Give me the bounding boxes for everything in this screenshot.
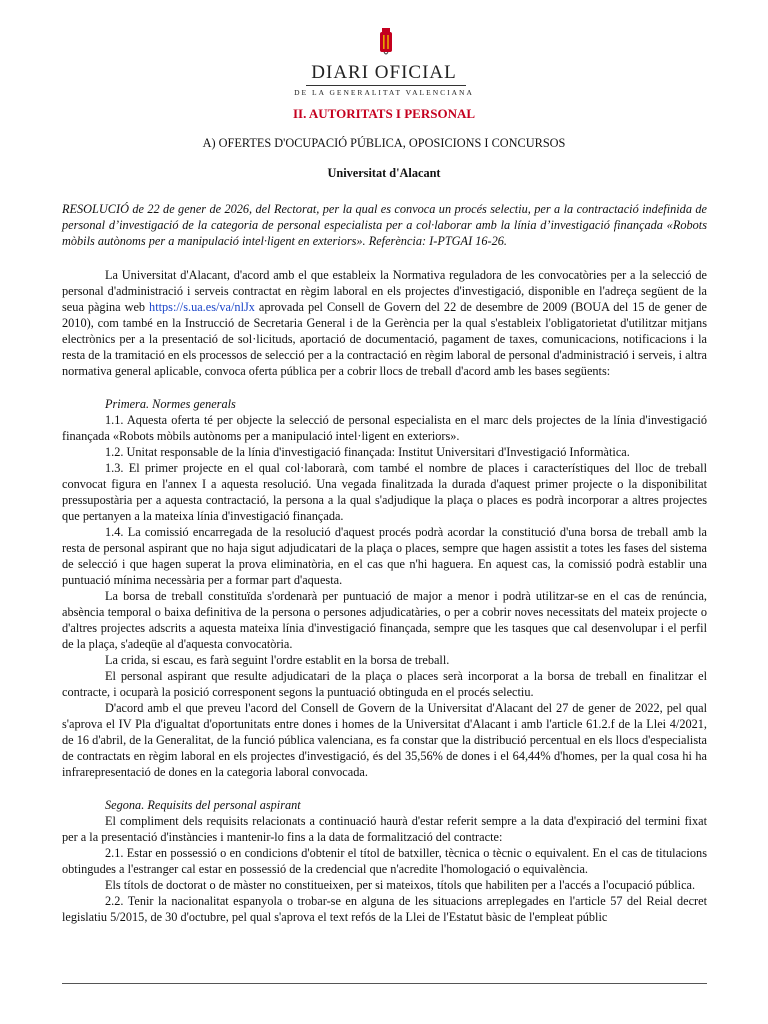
masthead-divider bbox=[306, 85, 466, 86]
paragraph-job-pool: La borsa de treball constituïda s'ordenarà per puntuació de major a menor i podrà utilitzar-se en el cas de renúncia, absència temporal o baixa definitiva de la persona o persones adjudicatàries, o per a cobrir noves necessitats del mateix projecte o d'altres projectes adscrits a aquesta mateixa línia d'investigació finançada, sempre que les tasques que cal desenvolupar i el perfil de la plaça, s'adeqüe al d'aquesta convocatòria. bbox=[62, 589, 707, 651]
institution-name: Universitat d'Alacant bbox=[327, 166, 441, 180]
paragraph-requirements-intro: El compliment dels requisits relacionats a continuació haurà d'estar referit sempre a la data d'expiració del termini fixat per a la presentació d'instàncies i mantenir-lo fins a la data de formalització del contracte: bbox=[62, 814, 707, 844]
resolution-summary: RESOLUCIÓ de 22 de gener de 2026, del Rectorat, per la qual es convoca un procés selectiu, per a la contractació indefinida de personal d’investigació de la categoria de personal especialista per a col·laborar amb la línia d’investigació finançada «Robots mòbils autònoms per a manipulació intel·ligent en exteriors». Referència: I-PTGAI 16-26. bbox=[62, 202, 707, 248]
paragraph-call-order: La crida, si escau, es farà seguint l'ordre establit en la borsa de treball. bbox=[105, 653, 450, 667]
intro-paragraph bbox=[62, 267, 707, 379]
masthead-title: DIARI OFICIAL bbox=[311, 62, 457, 83]
paragraph-2-1: 2.1. Estar en possessió o en condicions d'obtenir el títol de batxiller, tècnica o tècnic o equivalent. En el cas de titulacions obtingudes a l'estranger cal estar en possessió de la credencial que n'acredite l'homologació o equivalència. bbox=[62, 846, 707, 876]
intro-text: La Universitat d'Alacant, d'acord amb el que estableix la Normativa reguladora de les convocatòries per a la selecció de personal d'administració i serveis contractat en règim laboral en els projectes d'investigació, disponible en l'adreça següent de la seua pàgina web bbox=[62, 268, 707, 314]
footer-divider bbox=[62, 983, 707, 984]
intro-text-continued: aprovada pel Consell de Govern del 22 de desembre de 2009 (BOUA del 15 de gener de 2010), com també en la Instrucció de Secretaria General i de la Gerència per la qual s'estableix l'obligatorietat d'utilitzar mitjans electrònics per a la presentació de sol·licituds, aportació de documentació, pagament de taxes, comunicacions, notificacions i la resta de la tramitació en els processos de selecció per a la contractació en règim laboral de personal d'administració i serveis, i altra normativa general aplicable, convoca oferta pública per a cobrir llocs de treball d'acord amb les bases següents: bbox=[62, 300, 708, 378]
masthead bbox=[0, 26, 768, 97]
paragraph-1-1: 1.1. Aquesta oferta té per objecte la selecció de personal especialista en el marc dels projectes de la línia d'investigació finançada «Robots mòbils autònoms per a manipulació intel·ligent en exteriors». bbox=[62, 413, 707, 443]
section-title: II. AUTORITATS I PERSONAL bbox=[292, 106, 476, 121]
masthead-subtitle: DE LA GENERALITAT VALENCIANA bbox=[294, 88, 474, 97]
paragraph-equality: D'acord amb el que preveu l'acord del Consell de Govern de la Universitat d'Alacant del 27 de gener de 2022, pel qual s'aprova el IV Pla d'igualtat d'oportunitats entre dones i homes de la Universitat d'Alacant i amb l'article 61.2.f de la Llei 4/2021, de 16 d'abril, de la Generalitat, de la funció pública valenciana, es fa constar que la distribució percentual en els llocs d'especialista de contractats en règim laboral en els projectes d'investigació, és del 35,56% de dones i el 64,44% d'homes, per la qual cosa hi ha infrarepresentació de dones en la categoria laboral convocada. bbox=[62, 701, 707, 779]
paragraph-1-3: 1.3. El primer projecte en el qual col·laborarà, com també el nombre de places i característiques del lloc de treball convocat figura en l'annex I a aquesta resolució. Una vegada finalitzada la durada d'aquest primer projecte o la disponibilitat pressupostària per a aquesta contractació, la persona a la qual s'adjudique la plaça o places es podrà incorporar a altres projectes que pertanyen a la mateixa línia d'investigació finançada. bbox=[62, 461, 707, 523]
paragraph-1-2: 1.2. Unitat responsable de la línia d'investigació finançada: Institut Universitari d'Investigació Informàtica. bbox=[105, 445, 630, 459]
paragraph-1-4: 1.4. La comissió encarregada de la resolució d'aquest procés podrà acordar la constitució d'una borsa de treball amb la resta de personal aspirant que no haja sigut adjudicatari de la plaça o places, sempre que hagen assistit a totes les fases del sistema de selecció i que hagen superat la prova eliminatòria, en el cas que n'hi haguera. En aquest cas, la comissió podrà establir una puntuació mínima necessària per a formar part d'aquesta. bbox=[62, 525, 707, 587]
paragraph-degrees: Els títols de doctorat o de màster no constitueixen, per si mateixos, títols que habiliten per a l'accés a l'ocupació pública. bbox=[105, 878, 696, 892]
regulation-link[interactable]: https://s.ua.es/va/nlJx bbox=[149, 300, 255, 314]
paragraph-2-2: 2.2. Tenir la nacionalitat espanyola o trobar-se en alguna de les situacions arreplegades en l'article 57 del Reial decret legislatiu 5/2015, de 30 d'octubre, pel qual s'aprova el text refós de la Llei de l'Estatut bàsic de l'empleat públic bbox=[62, 894, 707, 924]
document-body bbox=[62, 267, 707, 925]
paragraph-adjudicated: El personal aspirant que resulte adjudicatari de la plaça o places serà incorporat a la borsa de treball en finalitzar el contracte, i ocuparà la posició corresponent segons la puntuació obtinguda en el procés selectiu. bbox=[62, 669, 707, 699]
section2-heading: Segona. Requisits del personal aspirant bbox=[105, 798, 301, 812]
section1-heading: Primera. Normes generals bbox=[105, 397, 236, 411]
subsection-title: A) OFERTES D'OCUPACIÓ PÚBLICA, OPOSICIONS I CONCURSOS bbox=[202, 136, 566, 150]
